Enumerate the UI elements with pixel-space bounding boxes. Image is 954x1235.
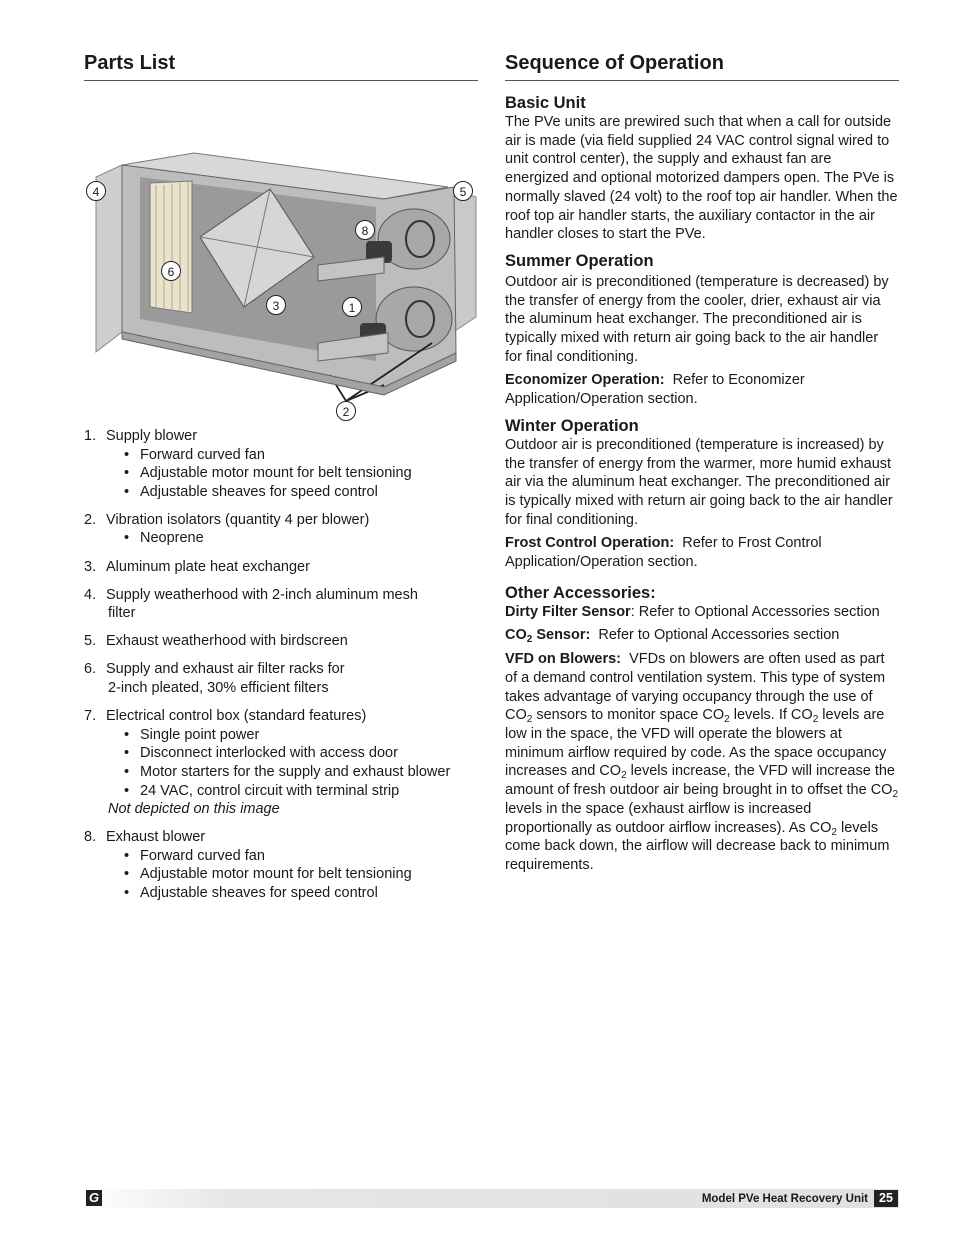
list-item: 6. Supply and exhaust air filter racks for 2-inch pleated, 30% efficient filters bbox=[84, 661, 345, 697]
list-item: 8. Exhaust blower • Forward curved fan • Adjustable motor mount for belt tensioning • Adjustable sheaves for speed control bbox=[84, 828, 478, 902]
list-item: 3. Aluminum plate heat exchanger bbox=[84, 558, 310, 575]
list-item: 5. Exhaust weatherhood with birdscreen bbox=[84, 633, 348, 650]
list-subitem: • Forward curved fan bbox=[124, 446, 478, 465]
page-number: 25 bbox=[874, 1190, 898, 1207]
sequence-column bbox=[505, 50, 899, 875]
sequence-heading: Sequence of Operation bbox=[505, 50, 899, 81]
accessories-title: Other Accessories: bbox=[505, 583, 656, 602]
summer-text: Outdoor air is preconditioned (temperature is decreased) by the transfer of energy from the cooler, drier, exhaust air via the aluminum heat exchanger. The preconditioned air is typically mixed with return air going back to the air handler for final conditioning. bbox=[505, 273, 889, 365]
callout-8: 8 bbox=[355, 220, 375, 240]
parts-list-heading: Parts List bbox=[84, 50, 478, 81]
footer-title: Model PVe Heat Recovery Unit bbox=[701, 1193, 868, 1205]
winter-text: Outdoor air is preconditioned (temperature is increased) by the transfer of energy from the warmer, more humid exhaust air via the aluminum heat exchanger. The preconditioned air is typically mixed with return air going back to the air handler for final conditioning. bbox=[505, 436, 893, 528]
list-item: 4. Supply weatherhood with 2-inch aluminum mesh filter bbox=[84, 586, 418, 622]
list-subitem: • Forward curved fan bbox=[124, 847, 478, 866]
winter-title: Winter Operation bbox=[505, 416, 639, 435]
greenheck-logo-icon: G bbox=[86, 1190, 102, 1206]
list-subitem: • Adjustable sheaves for speed control bbox=[124, 483, 478, 502]
dirty-filter-paragraph: Dirty Filter Sensor: Refer to Optional Accessories section bbox=[505, 603, 880, 620]
not-depicted-note: Not depicted on this image bbox=[108, 801, 280, 818]
list-item: 7. Electrical control box (standard features) • Single point power • Disconnect interlocked with access door • Motor starters for the supply and exhaust blower • 24 VAC, control circuit with terminal strip Not depicted on this image bbox=[84, 707, 478, 819]
co2-sensor-paragraph: $CO_2$ Sensor: Refer to Optional Accessories section bbox=[505, 627, 840, 646]
unit-cutaway-figure bbox=[84, 147, 478, 425]
callout-1: 1 bbox=[342, 297, 362, 317]
list-subitem: • 24 VAC, control circuit with terminal strip bbox=[124, 782, 478, 801]
basic-unit-text: The PVe units are prewired such that when a call for outside air is made (via field supplied 24 VAC control signal wired to unit control center), the supply and exhaust fan are energized and optional motorized dampers open. The PVe is normally slaved (24 volt) to the roof top air handler. When the roof top air handler starts, the auxiliary contactor in the air handler closes to start the PVe. bbox=[505, 114, 898, 243]
callout-4: 4 bbox=[86, 181, 106, 201]
parts-list-column bbox=[84, 50, 478, 912]
callout-2: 2 bbox=[336, 401, 356, 421]
list-subitem: • Adjustable motor mount for belt tensioning bbox=[124, 865, 478, 884]
list-subitem: • Adjustable sheaves for speed control bbox=[124, 884, 478, 903]
list-subitem: • Single point power bbox=[124, 726, 478, 745]
parts-list bbox=[84, 427, 478, 903]
list-item: 1. Supply blower • Forward curved fan • Adjustable motor mount for belt tensioning • Adjustable sheaves for speed control bbox=[84, 427, 478, 501]
list-subitem: • Motor starters for the supply and exhaust blower bbox=[124, 763, 478, 782]
list-subitem: • Adjustable motor mount for belt tensioning bbox=[124, 464, 478, 483]
economizer-paragraph: Economizer Operation: Refer to Economizer Application/Operation section. bbox=[505, 372, 805, 408]
callout-6: 6 bbox=[161, 261, 181, 281]
summer-title: Summer Operation bbox=[505, 251, 654, 270]
callout-5: 5 bbox=[453, 181, 473, 201]
vfd-paragraph: VFD on Blowers: VFDs on blowers are often used as part of a demand control ventilation system. This type of system takes advantage of varying occupancy through the use of $CO_2$ sensors to monitor space $CO_2$ levels. If $CO_2$ levels are low in the space, the VFD will operate the blowers at minimum airflow required by code. As the space occupancy increases and $CO_2$ levels increase, the VFD will increase the amount of fresh outdoor air being brought in to offset the $CO_2$ levels in the space (exhaust airflow is increased proportionally as outdoor airflow increases). As $CO_2$ levels come back down, the airflow will decrease back to minimum requirements. bbox=[505, 651, 899, 873]
callout-3: 3 bbox=[266, 295, 286, 315]
basic-unit-title: Basic Unit bbox=[505, 94, 586, 112]
frost-paragraph: Frost Control Operation: Refer to Frost Control Application/Operation section. bbox=[505, 535, 822, 571]
list-subitem: • Neoprene bbox=[124, 529, 478, 548]
list-item: 2. Vibration isolators (quantity 4 per blower) • Neoprene bbox=[84, 511, 478, 548]
list-subitem: • Disconnect interlocked with access door bbox=[124, 744, 478, 763]
unit-illustration bbox=[84, 147, 478, 425]
